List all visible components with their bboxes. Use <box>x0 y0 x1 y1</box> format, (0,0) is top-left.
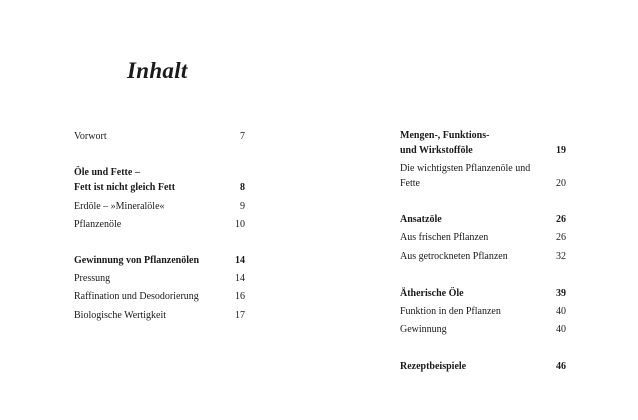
toc-entry-label: Gewinnung <box>400 324 447 335</box>
toc-entry-page: 17 <box>235 310 245 321</box>
toc-entry-raffination <box>74 289 245 304</box>
toc-entry-ansatzoele <box>400 212 566 227</box>
toc-entry-label: Gewinnung von Pflanzenölen <box>74 255 200 266</box>
toc-entry-label: Aus frischen Pflanzen <box>400 232 489 243</box>
toc-entry-label: Raffination und Desodorierung <box>74 291 199 302</box>
toc-entry-funktion-in-den-pflanzen <box>400 304 566 319</box>
toc-entry-vorwort <box>74 129 245 144</box>
toc-entry-page: 39 <box>556 288 566 299</box>
toc-entry-page: 7 <box>240 131 245 142</box>
toc-entry-label: Funktion in den Pflanzen <box>400 306 501 317</box>
toc-entry-oele-und-fette <box>74 165 245 195</box>
toc-entry-page: 26 <box>556 214 566 225</box>
toc-entry-page: 10 <box>235 219 245 230</box>
toc-entry-label: Ansatzöle <box>400 214 442 225</box>
toc-entry-label: Aus getrockneten Pflanzen <box>400 251 508 262</box>
toc-entry-label: und Wirkstofföle <box>400 145 473 156</box>
toc-entry-pressung <box>74 271 245 286</box>
toc-entry-page: 14 <box>235 255 245 266</box>
toc-entry-gewinnung <box>400 322 566 337</box>
toc-entry-erdoele <box>74 199 245 214</box>
toc-entry-label: Die wichtigsten Pflanzenöle und <box>400 163 531 174</box>
toc-entry-wichtigste-pflanzenoele <box>400 161 566 191</box>
toc-entry-label: Mengen-, Funktions- <box>400 130 490 141</box>
toc-entry-page: 14 <box>235 273 245 284</box>
toc-entry-page: 16 <box>235 291 245 302</box>
toc-entry-label: Ätherische Öle <box>400 288 464 299</box>
toc-entry-aus-getrockneten-pflanzen <box>400 249 566 264</box>
toc-entry-label: Öle und Fette – <box>74 167 140 178</box>
toc-entry-pflanzenoele <box>74 217 245 232</box>
toc-entry-rezeptbeispiele <box>400 359 566 374</box>
toc-entry-gewinnung-von-pflanzenoelen <box>74 253 245 268</box>
toc-entry-label: Pflanzenöle <box>74 219 122 230</box>
toc-entry-aetherische-oele <box>400 286 566 301</box>
toc-entry-page: 40 <box>556 306 566 317</box>
toc-entry-page: 9 <box>240 201 245 212</box>
toc-entry-page: 8 <box>240 182 245 193</box>
toc-entry-label: Biologische Wertigkeit <box>74 310 167 321</box>
toc-entry-mengen-funktions-wirkstoffoele <box>400 128 566 158</box>
toc-entry-label: Vorwort <box>74 131 107 142</box>
toc-entry-page: 46 <box>556 361 566 372</box>
toc-entry-label: Rezeptbeispiele <box>400 361 467 372</box>
toc-entry-label: Pressung <box>74 273 111 284</box>
toc-entry-label: Fett ist nicht gleich Fett <box>74 182 176 193</box>
toc-entry-biologische-wertigkeit <box>74 308 245 323</box>
toc-entry-page: 32 <box>556 251 566 262</box>
toc-entry-aus-frischen-pflanzen <box>400 230 566 245</box>
page-title: Inhalt <box>127 58 188 83</box>
toc-entry-label: Fette <box>400 178 420 189</box>
toc-entry-page: 26 <box>556 232 566 243</box>
toc-entry-page: 40 <box>556 324 566 335</box>
toc-entry-label: Erdöle – »Mineralöle« <box>74 201 165 212</box>
toc-entry-page: 19 <box>556 145 566 156</box>
toc-entry-page: 20 <box>556 178 566 189</box>
